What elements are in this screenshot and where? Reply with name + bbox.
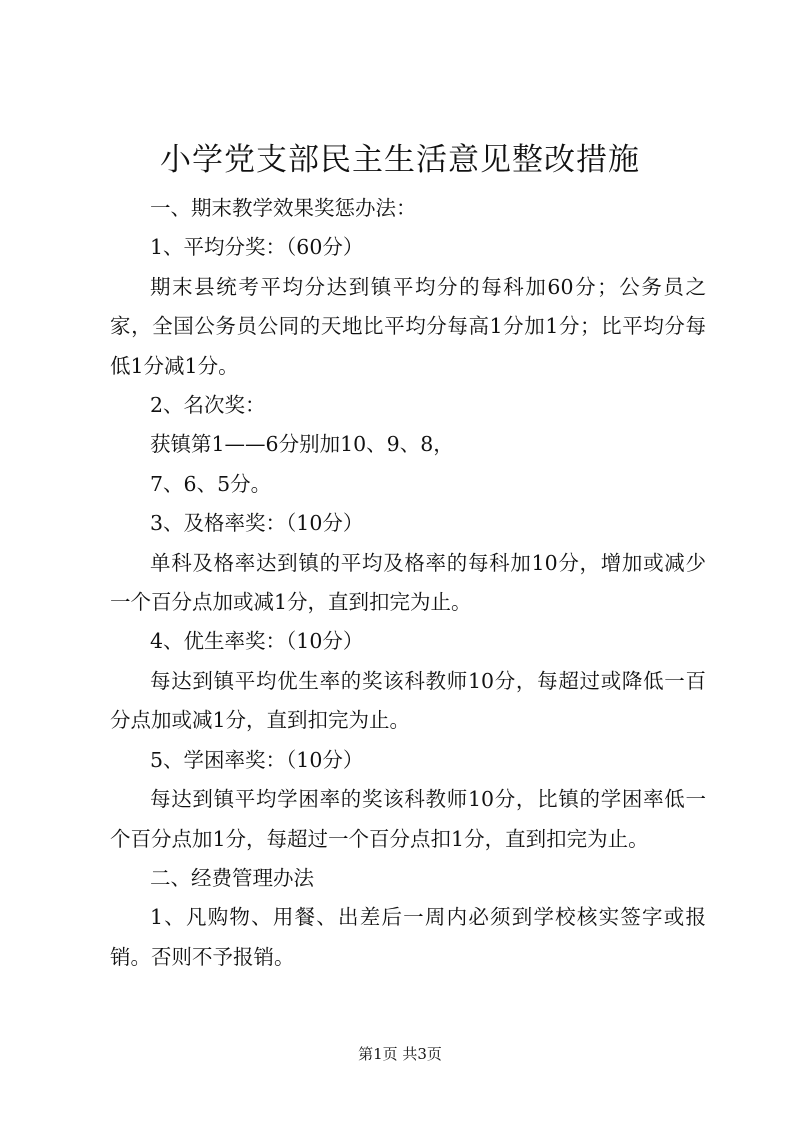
item-heading-average-score: 1、平均分奖：（60分）	[150, 235, 364, 260]
paragraph-ranking-line-2: 7、6、5分。	[150, 471, 272, 496]
item-heading-struggling-rate: 5、学困率奖：（10分）	[150, 747, 364, 772]
paragraph-average-score: 期末县统考平均分达到镇平均分的每科加60分；公务员之家，全国公务员公同的天地比平均分每高1分加1分；比平均分每低1分减1分。	[110, 274, 706, 378]
document-body	[110, 189, 706, 977]
paragraph-struggling-rate: 每达到镇平均学困率的奖该科教师10分，比镇的学困率低一个百分点加1分，每超过一个百分点扣1分，直到扣完为止。	[110, 787, 706, 851]
item-heading-pass-rate: 3、及格率奖：（10分）	[150, 511, 364, 536]
page-footer: 第1页 共3页	[358, 1045, 442, 1063]
item-heading-excellence-rate: 4、优生率奖：（10分）	[150, 629, 364, 654]
page-title: 小学党支部民主生活意见整改措施	[160, 142, 640, 178]
paragraph-excellence-rate: 每达到镇平均优生率的奖该科教师10分，每超过或降低一百分点加或减1分，直到扣完为止。	[110, 668, 706, 733]
item-heading-ranking: 2、名次奖：	[150, 393, 266, 418]
paragraph-funds-rule-1: 1、凡购物、用餐、出差后一周内必须到学校核实签字或报销。否则不予报销。	[110, 905, 706, 969]
paragraph-pass-rate: 单科及格率达到镇的平均及格率的每科加10分，增加或减少一个百分点加或减1分，直到扣完为止。	[110, 550, 706, 615]
section-heading-funds: 二、经费管理办法	[150, 865, 314, 890]
paragraph-ranking-line-1: 获镇第1——6分别加10、9、8，	[150, 432, 454, 457]
section-heading-rewards: 一、期末教学效果奖惩办法：	[150, 196, 417, 220]
